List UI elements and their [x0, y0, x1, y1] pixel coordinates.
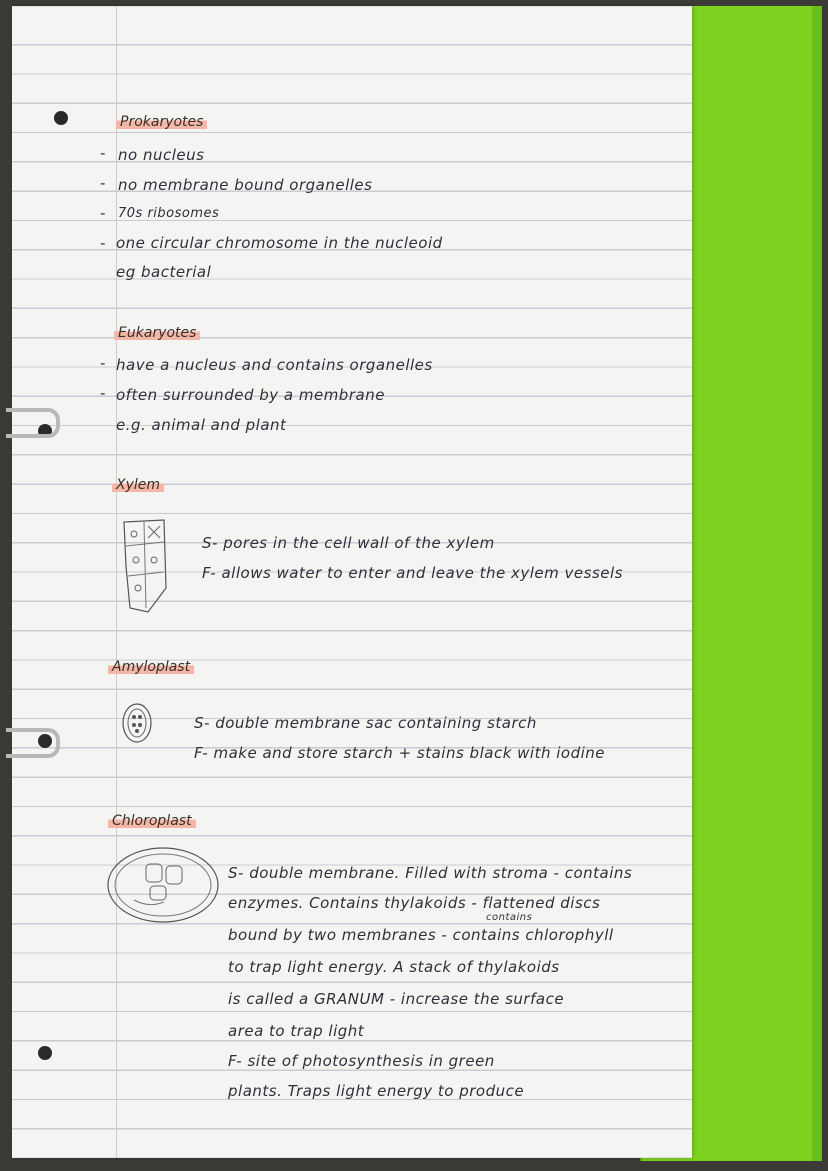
eukaryotes-bullet-2: often surrounded by a membrane — [116, 386, 385, 404]
chloroplast-sketch — [104, 844, 222, 926]
chloroplast-correction-note: contains — [486, 912, 533, 923]
amyloplast-heading: Amyloplast — [108, 658, 194, 675]
eukaryotes-heading: Eukaryotes — [114, 324, 200, 341]
prokaryotes-bullet-4: one circular chromosome in the nucleoid — [116, 234, 443, 252]
chloroplast-line-7: F- site of photosynthesis in green — [228, 1052, 495, 1070]
folder-edge — [812, 6, 822, 1161]
prokaryotes-bullet-1: no nucleus — [118, 146, 205, 164]
chloroplast-line-5: is called a GRANUM - increase the surface — [228, 990, 565, 1008]
prokaryotes-bullet-2: no membrane bound organelles — [118, 176, 373, 194]
bullet-dash: - — [100, 354, 106, 372]
amyloplast-function: F- make and store starch + stains black with iodine — [194, 744, 606, 762]
xylem-sketch — [118, 516, 174, 616]
bullet-dash: - — [100, 204, 106, 222]
bullet-dash: - — [100, 174, 106, 192]
xylem-function: F- allows water to enter and leave the xylem vessels — [202, 564, 623, 582]
chloroplast-line-3: bound by two membranes - contains chlorophyll — [228, 926, 614, 944]
chloroplast-line-4: to trap light energy. A stack of thylakoids — [228, 958, 560, 976]
bullet-dash: - — [100, 234, 106, 252]
margin-line — [116, 6, 117, 1158]
prokaryotes-heading: Prokaryotes — [116, 113, 207, 130]
amyloplast-sketch — [120, 700, 154, 746]
chloroplast-line-2: enzymes. Contains thylakoids - flattened discs — [228, 894, 601, 912]
binder-ring-upper — [6, 408, 60, 438]
chloroplast-line-1: S- double membrane. Filled with stroma - contains — [228, 864, 633, 882]
binder-ring-lower — [6, 728, 60, 758]
bullet-dash: - — [100, 144, 106, 162]
chloroplast-line-6: area to trap light — [228, 1022, 365, 1040]
prokaryotes-example: eg bacterial — [116, 263, 212, 281]
eukaryotes-example: e.g. animal and plant — [116, 416, 287, 434]
amyloplast-structure: S- double membrane sac containing starch — [194, 714, 537, 732]
punch-hole-bottom — [38, 1046, 52, 1060]
bullet-dash: - — [100, 384, 106, 402]
chloroplast-line-8: plants. Traps light energy to produce — [228, 1082, 525, 1100]
eukaryotes-bullet-1: have a nucleus and contains organelles — [116, 356, 433, 374]
chloroplast-heading: Chloroplast — [108, 812, 196, 829]
xylem-heading: Xylem — [112, 476, 164, 493]
punch-hole-top — [54, 111, 68, 125]
xylem-structure: S- pores in the cell wall of the xylem — [202, 534, 495, 552]
prokaryotes-bullet-3: 70s ribosomes — [118, 206, 220, 221]
lined-paper-sheet — [12, 6, 692, 1158]
